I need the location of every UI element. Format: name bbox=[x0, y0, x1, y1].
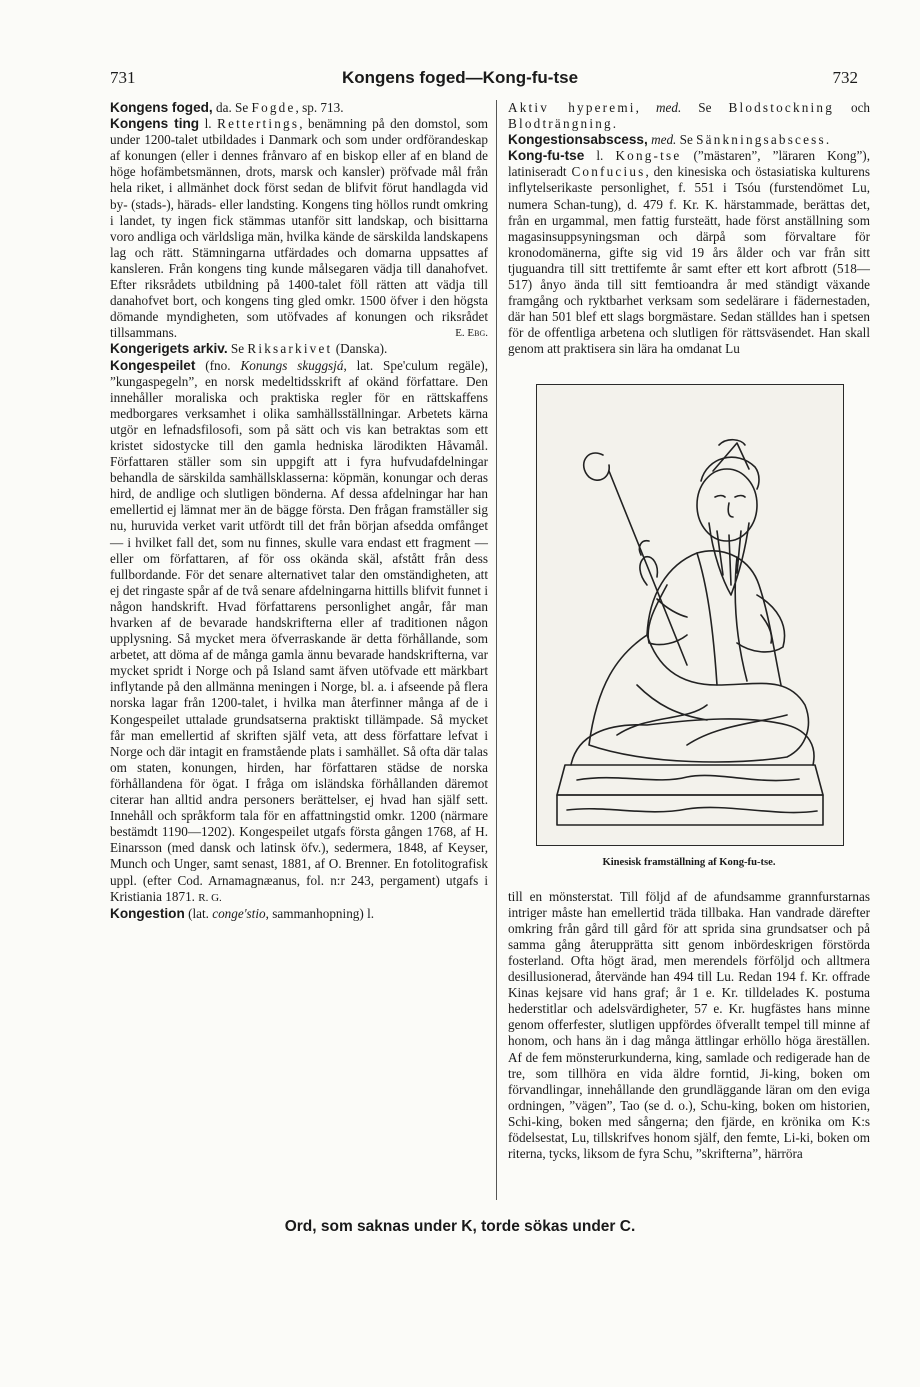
headword: Kongerigets arkiv. bbox=[110, 341, 228, 357]
page-header bbox=[0, 68, 920, 92]
seated-sage-drawing bbox=[537, 385, 843, 845]
entry-kongestion-continued: Aktiv hyperemi, med. Se Blodstockning och Blodträngning. bbox=[508, 100, 871, 132]
cross-reference: Rettertings bbox=[217, 116, 300, 132]
entry-kong-fu-tse-continued: till en mönsterstat. Till följd af de afundsamme grannfurstarnas intriger måste han emellertid träda tillbaka. Han vandrade därefter omkring från gård till gård för att sprida sina grundsatser och på samma gång återupprätta sitt genom inbördeskrigen förstörda fosterland. Ofta högt ärad, men merendels förföljd och alltmera desillusionerad, återvände han 494 till Lu. Redan 194 f. Kr. offrade Kinas kejsare vid hans graf; år 1 e. Kr. tilldelades K. postuma hederstitlar och adelsvärdigheter, 57 e. Kr. hugfästes hans minne genom offerfester, slutligen uppfördes öfverallt tempel till minne af honom, och hans än i dag många ättlingar erhöllo höga äreställen. Af de fem mönsterurkunderna, king, samlade och redigerade han de tre, som tillhöra en vida äldre forntid, Ji-king, boken om förvandlingar, innehållande den grundläggande läran om den eviga ordningen, ”vägen”, Tao (se d. o.), Schu-king, boken om historien, Schi-king, boken med sångerna; den fjärde, en krönika om K:s födelsestat, Lu, tillskrifves honom själf, den femte, Li-ki, boken om riterna, tycks, liksom de fyra Schu, ”skrifterna”, härröra bbox=[508, 888, 870, 1162]
entry-kongestion: Kongestion (lat. conge'stio, sammanhopning) l. bbox=[110, 905, 375, 921]
entry-kongespeilet: Kongespeilet (fno. Konungs skuggsjá, lat. Spe'culum regäle), ”kungaspegeln”, en norsk medeltidsskrift af okänd författare. Den innehåller moraliska och praktiska regler för en rättskaffens medborgares verksamhet i olika samhällsställningar. Arbetets kärna utgör en lefnadsfilosofi, som på sätt och vis kan betraktas som ett kristet sidostycke till den gamla hedniska lärodikten Håvamål. Författaren ställer som sin uppgift att i fyra hufvudafdelningar behandla de särskilda samhällsklasserna: köpmän, konungar och deras hird, de andlige och slutligen bönderna. Af dessa afdelningar har han emellertid ej lämnat mer än de bägge första. Den frågan framställer sig nu, huruvida verket varit utfördt till det från början afsedda omfånget — i hvilket fall det, som nu finnes, skulle vara endast ett fragment — eller om författaren, af för oss okända skäl, afstått från dess fullbordande. För det senare alternativet talar den omständigheten, att ej det ringaste spår af de två senare afdelningarna hittills blifvit funnet i någon handskrift. Hvad författarens personlighet angår, får man hvarken af de bevarade handskrifterna eller af traditionen någon upplysning. Så mycket mera öfverraskande är detta förhållande, som arbetet, att döma af de många gamla ännu bevarade handskrifterna, var mycket spridt i Norge och på Island samt äfven utöfvade ett märkbart inflytande på den allmänna meningen i Norge, bl. a. i afseende på flera norska lagar från 1200-talet, i hvilka man återfinner många af de i Kongespeilet uttalade grundsatserna praktiskt tillämpade. Så mycket får man emellertid af skriften själf veta, att dess författare lefvat i Norge och där intagit en framstående plats i samhället. Så ofta där talas om staten, konungen, hirden, har författaren städse de norska förhållandena för ögat. I fråga om isländska förhållanden däremot citerar han alltid andra personers berättelser, ej hvad han själf sett. Innehåll och språkform tala för en affattningstid omkr. 1200 (närmare bestämdt 1190—1202). Kongespeilet utgafs första gången 1768, af H. Einarsson (med dansk och latinsk öfv.), sedermera, 1848, af Keyser, Munch och Unger, samt senast, 1881, af O. Brenner. En fotolitografisk uppl. (efter Cod. Arnamagnæanus, fol. n:r 243, pergament) utgafs i Kristiania 1871. R. G. bbox=[110, 357, 488, 904]
headword: Kongespeilet bbox=[110, 357, 196, 373]
column-divider bbox=[496, 100, 497, 1200]
entry-kongerigets-arkiv: Kongerigets arkiv. Se Riksarkivet (Danska). bbox=[110, 341, 388, 357]
right-column bbox=[508, 100, 870, 1162]
left-column bbox=[110, 100, 488, 922]
cross-reference: Blodstockning bbox=[728, 100, 834, 115]
entry-kongestionsabscess: Kongestionsabscess, med. Se Sänkningsabscess. bbox=[508, 132, 830, 148]
entry-kong-fu-tse: Kong-fu-tse l. Kong-tse (”mästaren”, ”läraren Kong”), latiniseradt Confucius, den kinesiska och östasiatiska kulturens inflytelserikaste personlighet, f. 551 i Tsóu (furstendömet Lu, numera Schan-tung), d. 479 f. Kr. K. härstammade, berättas det, från en urgammal, men fattig fursteätt, hade först anställning som magasinsuppsyningsman och därpå som förvaltare för kronodomänerna, gifte sig vid 19 års ålder och var från sitt tjuguandra till sitt trettifemte år samt efter ett kort afbrott (518—517) ånyo ända till sitt femtioandra år med ständigt växande framgång och ryktbarhet verksam som sedelärare i fädernestaden, där han 501 blef ett slags borgmästare. Sedan ställdes han i spetsen för de offentliga arbetena och slutligen för rättsväsendet. Han skall genom att praktisera sin lära ha omdanat Lu bbox=[508, 148, 870, 357]
headword: Kongens foged, bbox=[110, 100, 213, 115]
author-signature: R. G. bbox=[198, 891, 222, 904]
figure-caption: Kinesisk framställning af Kong-fu-tse. bbox=[602, 856, 776, 868]
author-signature: E. Ebg. bbox=[455, 327, 488, 340]
headword: Kongens ting bbox=[110, 116, 200, 132]
cross-reference: Riksarkivet bbox=[247, 341, 333, 357]
entry-kongens-foged: Kongens foged, da. Se Fogde, sp. 713. bbox=[110, 100, 344, 115]
page-footer-note: Ord, som saknas under K, torde sökas under C. bbox=[284, 1218, 636, 1235]
cross-reference: Sänkningsabscess bbox=[696, 132, 826, 148]
headword: Kong-fu-tse bbox=[508, 148, 585, 164]
cross-reference: Fogde bbox=[251, 100, 296, 115]
headword: Kongestionsabscess, bbox=[508, 132, 648, 148]
cross-reference: Blodträngning bbox=[508, 116, 613, 132]
entry-kongens-ting: Kongens ting l. Rettertings, benämning på den domstol, som under 1200-talet utbildades i Danmark och som under ordförandeskap af konungen (eller i dennes frånvaro af en biskop eller af en bland de höge hofämbetsmännen, drots, marsk och kansler) pröfvade mål från hela riket, i allmänhet dock först sedan de blifvit förut handlagda vid by- (stads-), härads- eller landsting. Kongens ting höllos rundt omkring i landet, ty ingen fick stämmas utanför sitt landskap, och bisittarna voro andliga och världsliga män, hvilka kände de särskilda landskapens lag och rätt. Stämningarna utfärdades och domarna uppsattes af kansleren. Från kongens ting kunde målsegaren vädja till danahofvet. Efter riksrådets utbildning på 1400-talet föll rätten att vädja till danahofvet bort, och kongens ting gled omkr. 1500 öfver i den högsta dömande myndigheten, som utöfvades af konungen och riksrådet tillsammans. E. Ebg. bbox=[110, 116, 488, 341]
page-number-right: 732 bbox=[832, 68, 858, 87]
headword: Kongestion bbox=[110, 905, 185, 921]
confucius-illustration bbox=[536, 384, 844, 846]
page-number-left: 731 bbox=[110, 68, 136, 87]
running-title: Kongens foged—Kong-fu-tse bbox=[341, 68, 579, 87]
